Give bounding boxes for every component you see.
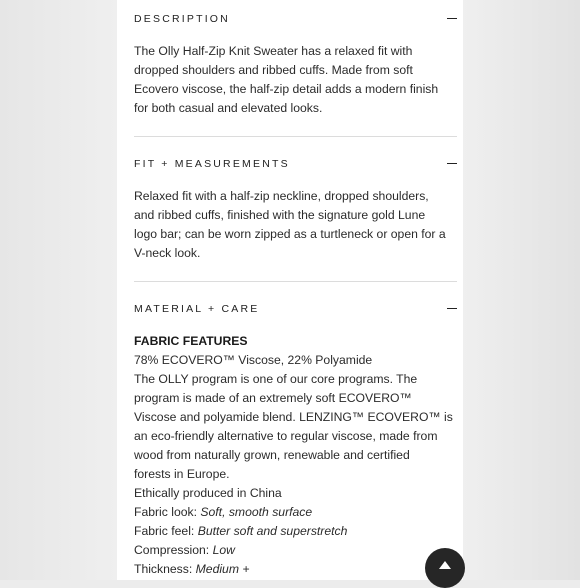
spec-value: Soft, smooth surface [200, 505, 313, 519]
body-line: The Olly Half-Zip Knit Sweater has a relaxed fit with [134, 44, 413, 58]
body-line: Viscose and polyamide blend. LENZING™ ECOVERO™ is [134, 410, 453, 424]
background-left [0, 0, 117, 580]
section-title: MATERIAL + CARE [134, 303, 260, 315]
body-line: dropped shoulders and ribbed cuffs. Made from soft [134, 63, 413, 77]
spec-label: Compression: [134, 543, 210, 557]
arrow-up-icon [438, 560, 452, 570]
spec-value: Low [212, 543, 235, 557]
product-details-panel [117, 0, 463, 580]
body-line: for both casual and elevated looks. [134, 101, 323, 115]
section-title: DESCRIPTION [134, 13, 230, 25]
body-line: logo bar; can be worn zipped as a turtleneck or open for a [134, 227, 446, 241]
body-line: V-neck look. [134, 246, 201, 260]
section-body [134, 175, 457, 263]
section-body [134, 320, 457, 579]
background-right [463, 0, 580, 580]
section-title: FIT + MEASUREMENTS [134, 158, 290, 170]
accordion-description [134, 0, 457, 137]
accordion-header-fit[interactable] [134, 145, 457, 175]
spec-row [134, 503, 457, 522]
minus-icon[interactable] [447, 302, 457, 314]
body-line: Relaxed fit with a half-zip neckline, dropped shoulders, [134, 189, 429, 203]
divider [134, 281, 457, 282]
minus-icon[interactable] [447, 157, 457, 169]
accordion-header-material[interactable] [134, 290, 457, 320]
spec-label: Thickness: [134, 562, 193, 576]
body-line: program is made of an extremely soft ECOVERO™ [134, 391, 412, 405]
body-line: 78% ECOVERO™ Viscose, 22% Polyamide [134, 353, 373, 367]
spec-row [134, 522, 457, 541]
spec-label: Fabric look: [134, 505, 197, 519]
body-line: Ethically produced in China [134, 486, 282, 500]
spec-value: Medium + [195, 562, 250, 576]
accordion-header-description[interactable] [134, 0, 457, 30]
body-line: and ribbed cuffs, finished with the signature gold Lune [134, 208, 426, 222]
scroll-to-top-button[interactable] [425, 548, 465, 588]
accordion-material-care [134, 290, 457, 579]
body-line: forests in Europe. [134, 467, 230, 481]
spec-value: Butter soft and superstretch [197, 524, 348, 538]
spec-row [134, 560, 457, 579]
body-line: wood from naturally grown, renewable and certified [134, 448, 410, 462]
spec-row [134, 541, 457, 560]
minus-icon[interactable] [447, 12, 457, 24]
fabric-features-heading: FABRIC FEATURES [134, 334, 248, 348]
section-body [134, 30, 457, 118]
accordion-fit-measurements [134, 145, 457, 282]
spec-label: Fabric feel: [134, 524, 195, 538]
body-line: an eco-friendly alternative to regular viscose, made from [134, 429, 438, 443]
divider [134, 136, 457, 137]
body-line: Ecovero viscose, the half-zip detail adds a modern finish [134, 82, 439, 96]
body-line: The OLLY program is one of our core programs. The [134, 372, 418, 386]
